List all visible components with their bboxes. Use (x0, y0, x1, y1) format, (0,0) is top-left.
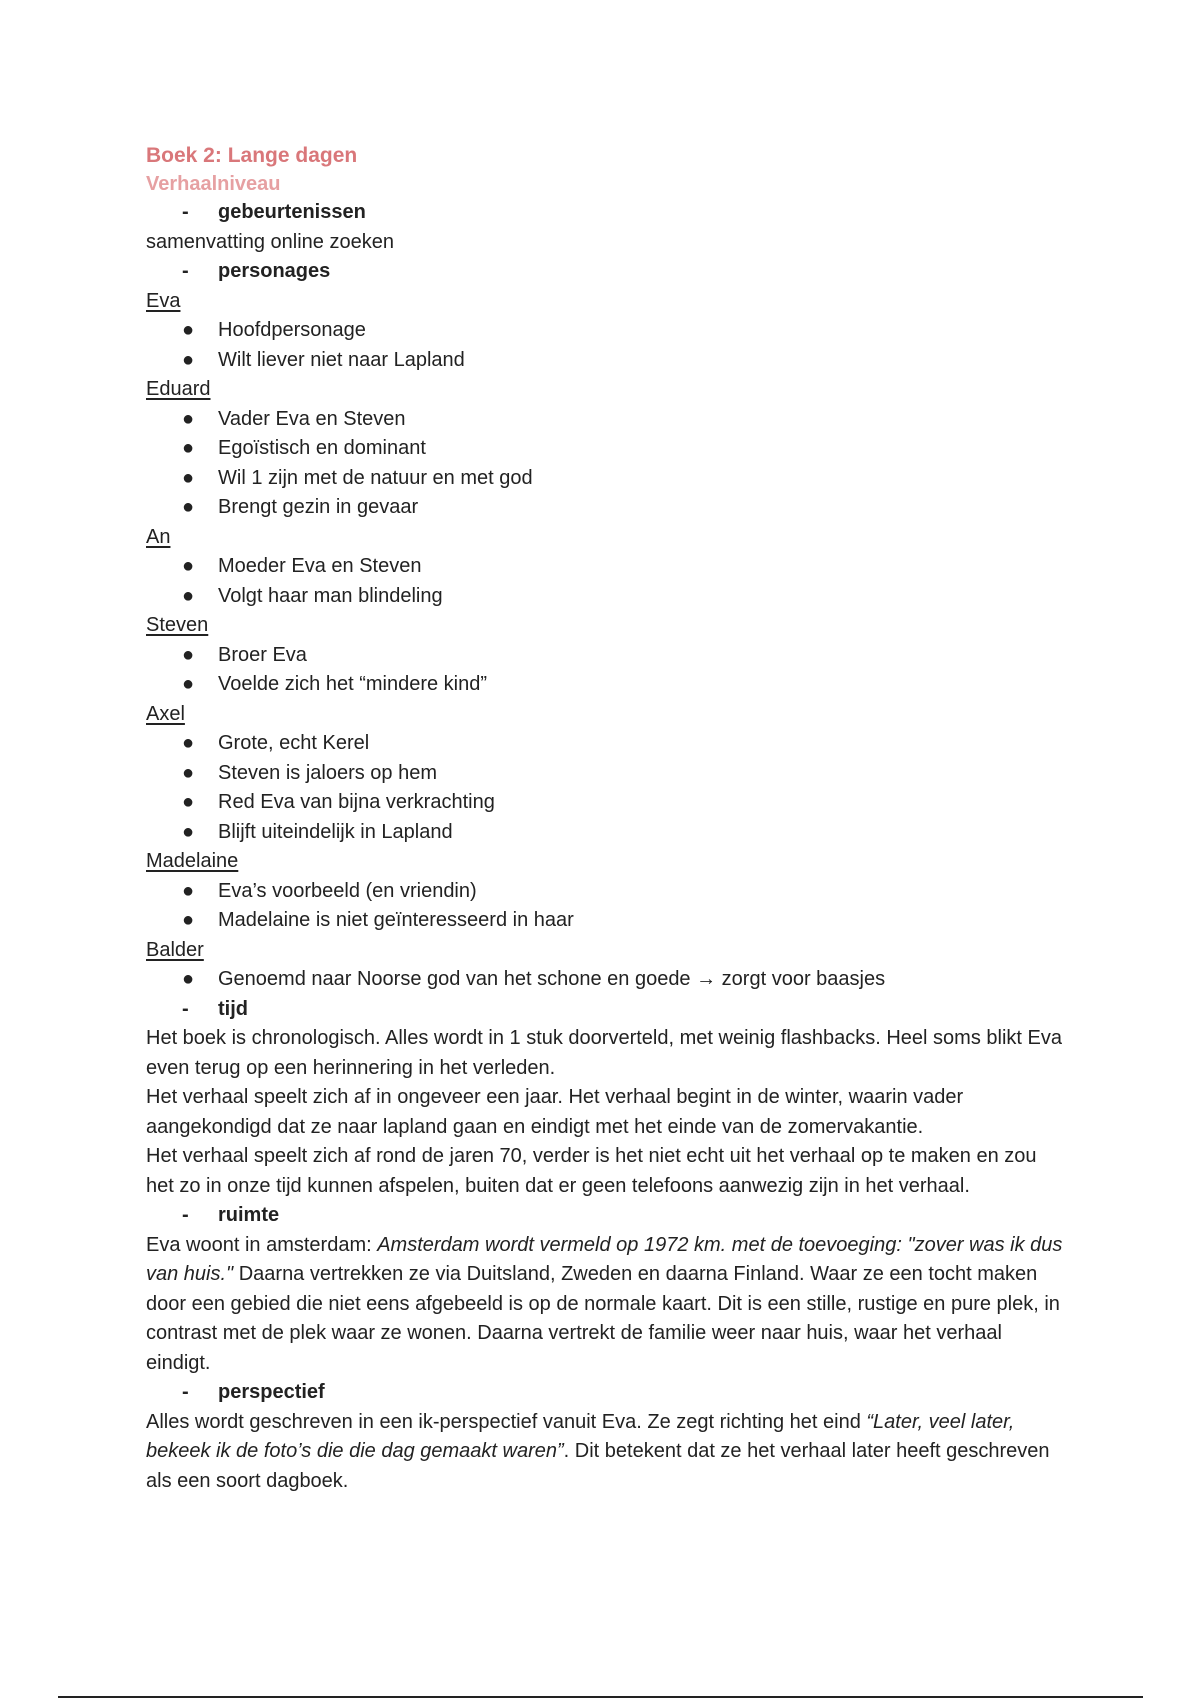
character-heading (146, 936, 1066, 966)
list-item (146, 316, 1066, 346)
list-item-text: Brengt gezin in gevaar (218, 496, 419, 518)
list-item-text: Blijft uiteindelijk in Lapland (218, 820, 453, 843)
character-name: Eduard (146, 378, 211, 400)
character-heading (146, 847, 1066, 877)
list-item (146, 434, 1066, 464)
list-item-text: Volgt haar man blindeling (218, 584, 443, 607)
tijd-paragraph-1: Het boek is chronologisch. Alles wordt in 1 stuk doorverteld, met weinig flashbacks. Heel soms blikt Eva even terug op een herinnering in het verleden. (146, 1027, 1062, 1079)
character-traits (146, 877, 1066, 936)
character-heading (146, 523, 1066, 553)
list-item-text: Grote, echt Kerel (218, 732, 370, 754)
bullet-icon: ● (182, 584, 195, 607)
heading-personages: - personages (182, 260, 331, 282)
character-traits (146, 316, 1066, 375)
bullet-icon: ● (182, 968, 195, 990)
character-heading (146, 375, 1066, 405)
heading-perspectief: - perspectief (182, 1381, 325, 1403)
list-item-text: Moeder Eva en Steven (218, 555, 422, 577)
list-item (146, 641, 1066, 671)
list-item (146, 906, 1066, 936)
document-title: Boek 2: Lange dagen (146, 144, 358, 167)
bullet-icon: ● (182, 437, 195, 459)
list-item (146, 582, 1066, 612)
heading-ruimte: - ruimte (182, 1204, 280, 1226)
bullet-icon: ● (182, 791, 195, 813)
heading-gebeurtenissen: - gebeurtenissen (182, 201, 366, 223)
section-subtitle: Verhaalniveau (146, 173, 281, 195)
bullet-icon: ● (182, 407, 195, 430)
list-item-text: Red Eva van bijna verkrachting (218, 791, 495, 813)
list-item-text: Voelde zich het “mindere kind” (218, 673, 488, 695)
list-item-text: Wilt liever niet naar Lapland (218, 348, 465, 371)
bullet-icon: ● (182, 555, 195, 577)
list-item-text: Egoïstisch en dominant (218, 437, 426, 459)
list-item (146, 818, 1066, 848)
list-item (146, 670, 1066, 700)
list-item (146, 965, 1066, 995)
character-heading (146, 611, 1066, 641)
bullet-icon: ● (182, 909, 195, 931)
list-item (146, 405, 1066, 435)
list-item-text: Wil 1 zijn met de natuur en met god (218, 466, 533, 489)
character-name: Axel (146, 702, 185, 725)
list-item (146, 552, 1066, 582)
bullet-icon: ● (182, 732, 195, 754)
list-item-text: Hoofdpersonage (218, 319, 366, 341)
list-item-text: Madelaine is niet geïnteresseerd in haar (218, 909, 574, 931)
list-item (146, 493, 1066, 523)
character-heading (146, 700, 1066, 730)
list-item-text: Vader Eva en Steven (218, 407, 406, 430)
tijd-paragraph-2: Het verhaal speelt zich af in ongeveer een jaar. Het verhaal begint in de winter, waarin vader aangekondigd dat ze naar lapland gaan en eindigt met het einde van de zomervakantie. (146, 1086, 964, 1138)
character-traits (146, 552, 1066, 611)
character-name: Madelaine (146, 850, 239, 872)
list-item (146, 877, 1066, 907)
ruimte-quote: Amsterdam wordt vermeld op 1972 km. met de toevoeging: "zover was ik dus van huis." (146, 1233, 1063, 1285)
bullet-icon: ● (182, 879, 195, 902)
list-item-text: Eva’s voorbeeld (en vriendin) (218, 879, 477, 902)
character-traits (146, 641, 1066, 700)
ruimte-paragraph: Eva woont in amsterdam: Amsterdam wordt vermeld op 1972 km. met de toevoeging: "zover was ik dus van huis." Daarna vertrekken ze via Duitsland, Zweden en daarna Finland. Waar ze een tocht maken door een gebied die niet eens afgebeeld is op de normale kaart. Dit is een stille, rustige en pure plek, in contrast met de plek waar ze wonen. Daarna vertrekt de familie weer naar huis, waar het verhaal eindigt. (146, 1233, 1063, 1374)
bullet-icon: ● (182, 496, 195, 518)
character-name: Steven (146, 614, 209, 636)
list-item (146, 788, 1066, 818)
list-item-text: Steven is jaloers op hem (218, 761, 438, 784)
bullet-icon: ● (182, 673, 195, 695)
character-traits (146, 729, 1066, 847)
tijd-paragraph-3: Het verhaal speelt zich af rond de jaren 70, verder is het niet echt uit het verhaal op te maken en zou het zo in onze tijd kunnen afspelen, buiten dat er geen telefoons aanwezig zijn in het verhaal. (146, 1145, 1037, 1197)
character-traits (146, 405, 1066, 523)
list-item (146, 464, 1066, 494)
page-bottom-rule (58, 1696, 1143, 1698)
heading-tijd: - tijd (182, 997, 248, 1020)
perspectief-quote: “Later, veel later, bekeek ik de foto’s die die dag gemaakt waren” (146, 1410, 1015, 1462)
character-list (146, 287, 1066, 995)
list-item (146, 759, 1066, 789)
document-page (146, 142, 1066, 1496)
bullet-icon: ● (182, 643, 195, 666)
bullet-icon: ● (182, 348, 195, 371)
bullet-icon: ● (182, 820, 195, 843)
bullet-icon: ● (182, 761, 195, 784)
character-traits (146, 965, 1066, 995)
perspectief-paragraph: Alles wordt geschreven in een ik-perspectief vanuit Eva. Ze zegt richting het eind “Later, veel later, bekeek ik de foto’s die die dag gemaakt waren”. Dit betekent dat ze het verhaal later heeft geschreven als een soort dagboek. (146, 1410, 1050, 1492)
bullet-icon: ● (182, 319, 195, 341)
character-name: An (146, 525, 171, 548)
character-name: Balder (146, 938, 204, 961)
list-item-text: Broer Eva (218, 643, 307, 666)
list-item-text: Genoemd naar Noorse god van het schone en goede → zorgt voor baasjes (218, 968, 886, 990)
bullet-icon: ● (182, 466, 195, 489)
list-item (146, 346, 1066, 376)
list-item (146, 729, 1066, 759)
character-name: Eva (146, 289, 181, 312)
character-heading (146, 287, 1066, 317)
gebeurtenissen-text: samenvatting online zoeken (146, 230, 394, 253)
